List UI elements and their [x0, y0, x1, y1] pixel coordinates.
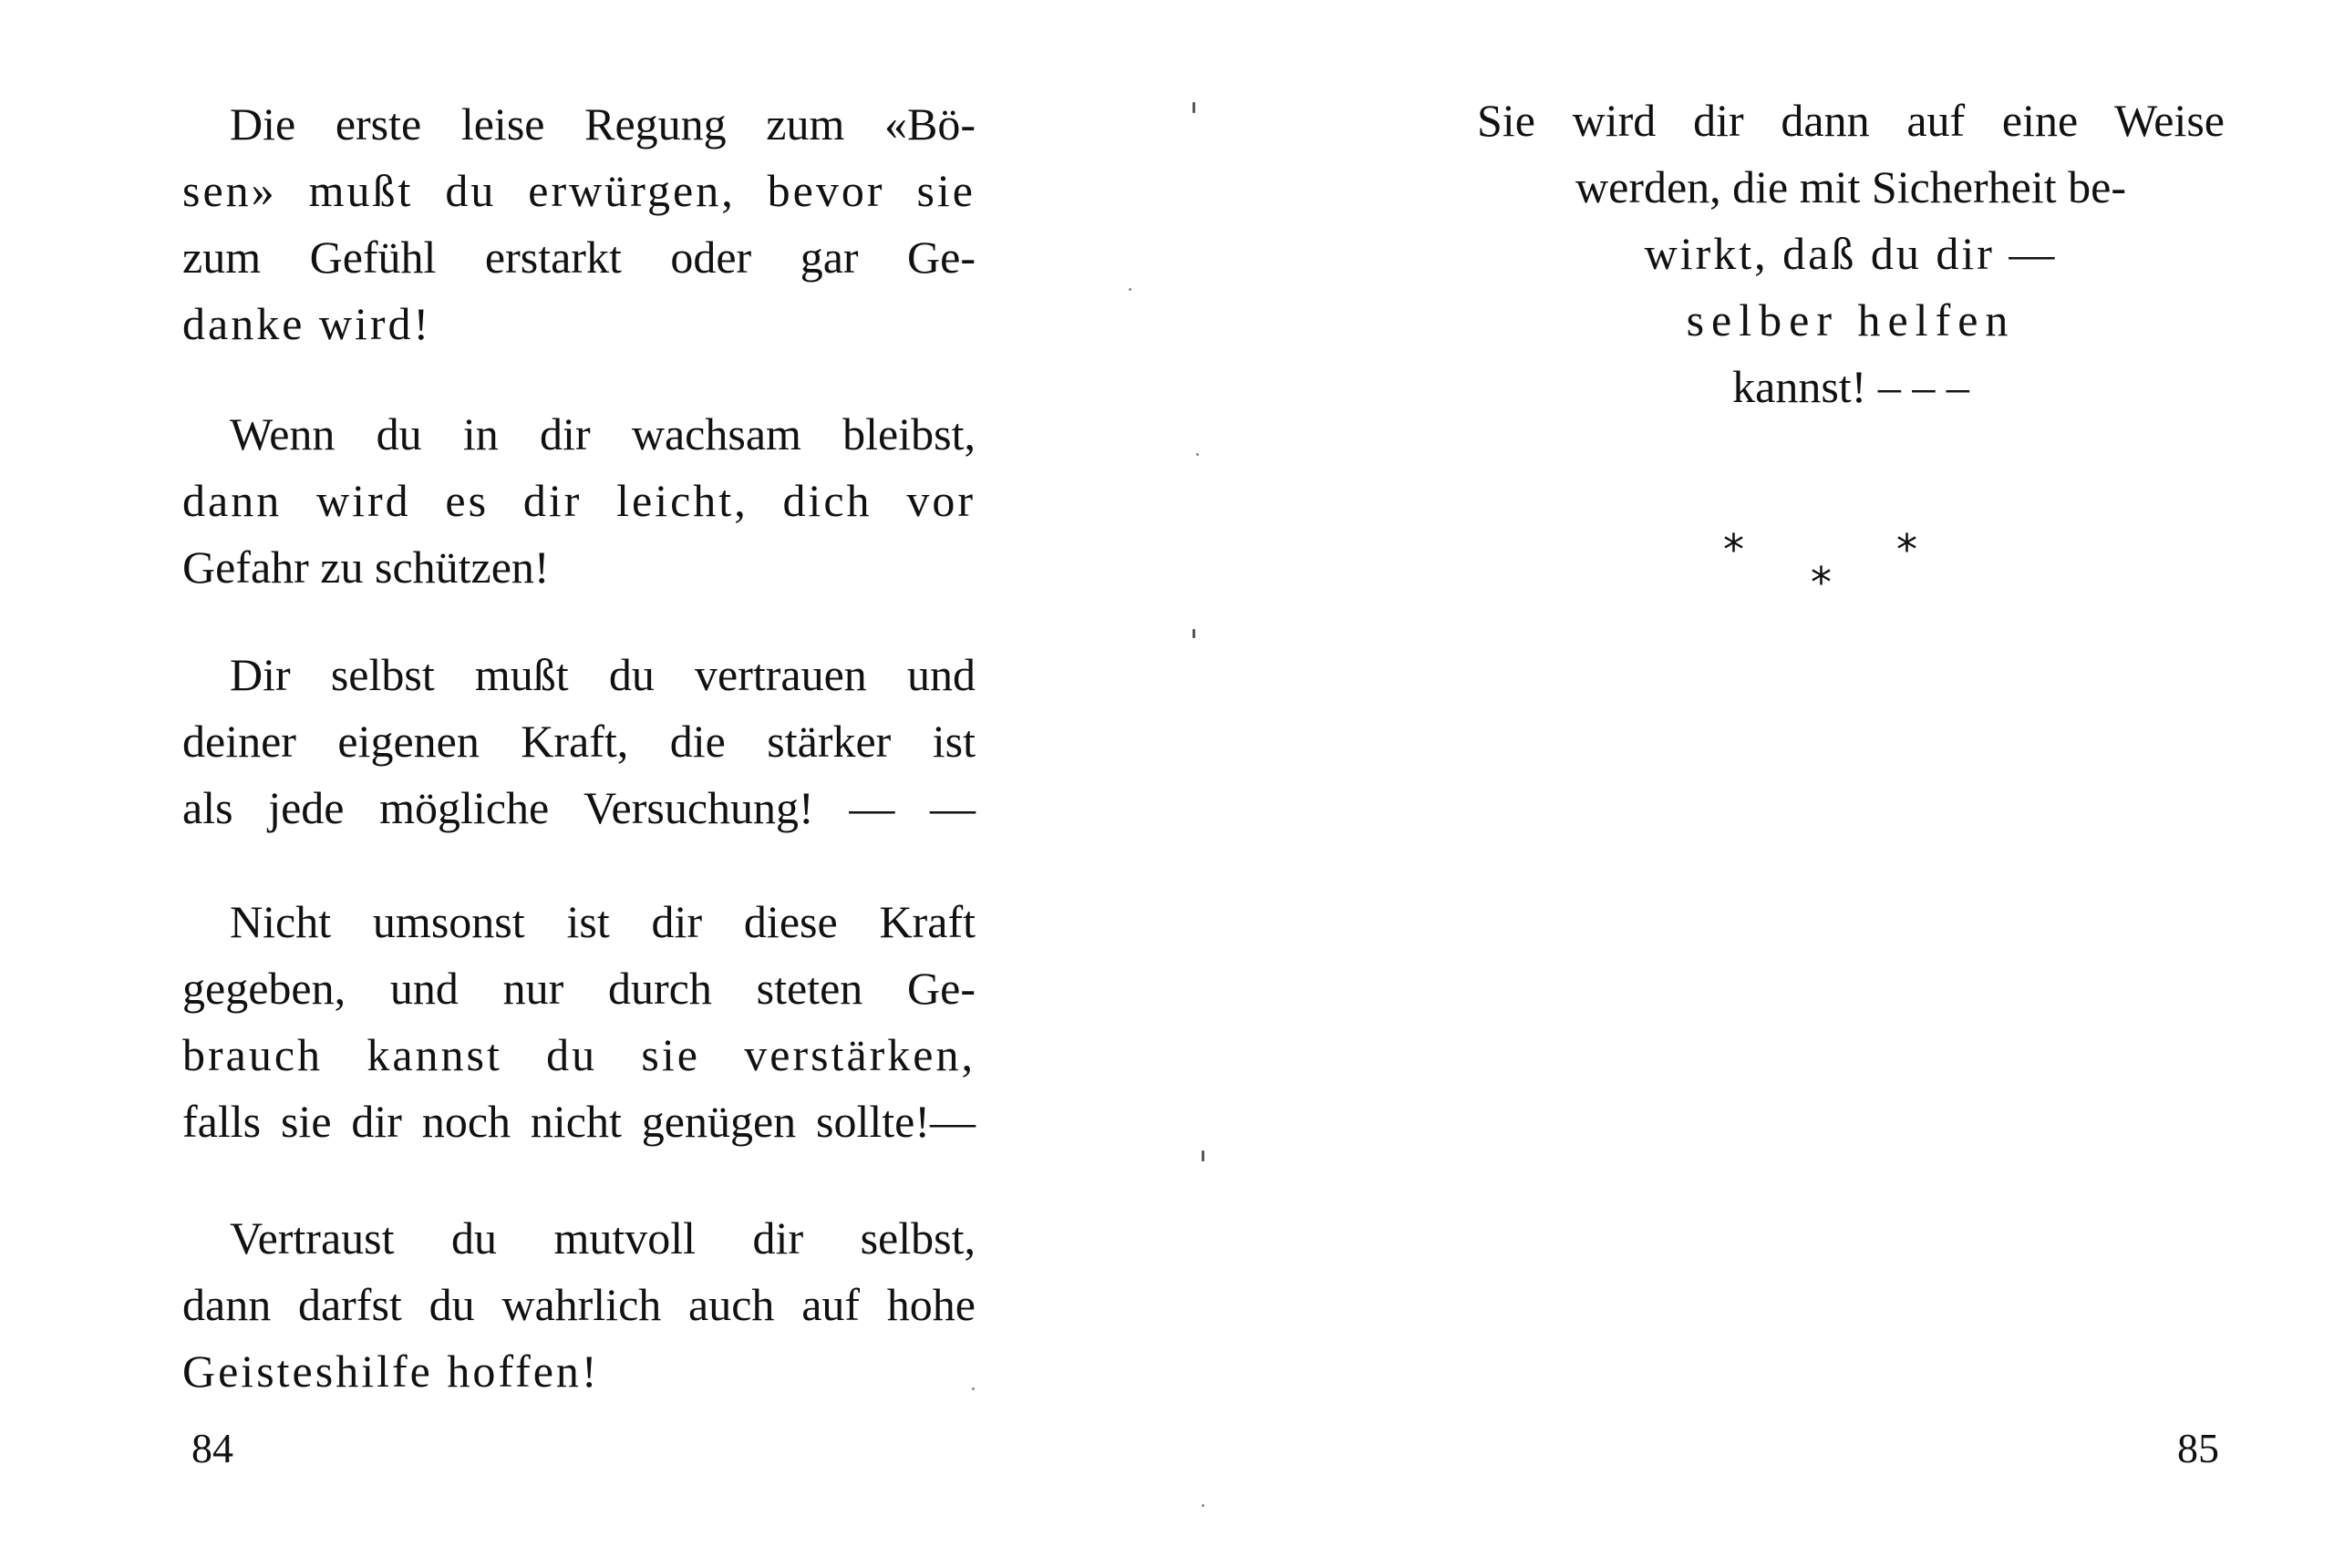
text-line: als jede mögliche Versuchung! — — — [182, 782, 976, 833]
text-line: Sie wird dir dann auf eine Weise — [1477, 95, 2225, 146]
paragraph-3 — [182, 642, 976, 841]
text-line: brauch kannst du sie verstärken, — [182, 1029, 976, 1080]
text-line: dann darfst du wahrlich auch auf hohe — [182, 1279, 976, 1330]
text-line: Nicht umsonst ist dir diese Kraft — [230, 896, 976, 947]
text-line: selber helfen — [1686, 294, 2016, 346]
text-line: falls sie dir noch nicht genügen sollte!— — [182, 1096, 976, 1147]
text-line: kannst! – – – — [1732, 361, 1969, 412]
asterisk-icon: * — [1896, 525, 1917, 574]
closing-paragraph — [1477, 88, 2225, 420]
text-line: zum Gefühl erstarkt oder gar Ge- — [182, 232, 976, 283]
text-line: gegeben, und nur durch steten Ge- — [182, 963, 976, 1014]
speck — [1129, 288, 1131, 291]
text-line: dann wird es dir leicht, dich vor — [182, 475, 976, 526]
asterisk-icon: * — [1723, 525, 1744, 574]
paragraph-4 — [182, 889, 976, 1155]
text-line: Wenn du in dir wachsam bleibst, — [230, 408, 976, 459]
text-line: Die erste leise Regung zum «Bö- — [230, 98, 976, 150]
text-line: werden, die mit Sicherheit be- — [1575, 161, 2126, 212]
page-number-right: 85 — [2177, 1425, 2219, 1471]
text-line: Dir selbst mußt du vertrauen und — [230, 649, 976, 700]
text-line: wirkt, daß du dir — — [1644, 228, 2058, 279]
right-page — [1185, 0, 2334, 1568]
text-line: sen» mußt du erwürgen, bevor sie — [182, 165, 976, 216]
text-line: deiner eigenen Kraft, die stärker ist — [182, 716, 976, 767]
asterisk-icon: * — [1811, 558, 1832, 607]
paragraph-2 — [182, 401, 976, 601]
text-line: Gefahr zu schützen! — [182, 542, 550, 593]
asterism-ornament — [1723, 525, 1960, 611]
page-number-left: 84 — [191, 1425, 233, 1471]
speck — [972, 1387, 975, 1390]
text-line: Vertraust du mutvoll dir selbst, — [230, 1212, 976, 1264]
text-line: Geisteshilfe hoffen! — [182, 1346, 600, 1397]
paragraph-1 — [182, 91, 976, 357]
paragraph-5 — [182, 1205, 976, 1405]
text-line: danke wird! — [182, 298, 432, 349]
